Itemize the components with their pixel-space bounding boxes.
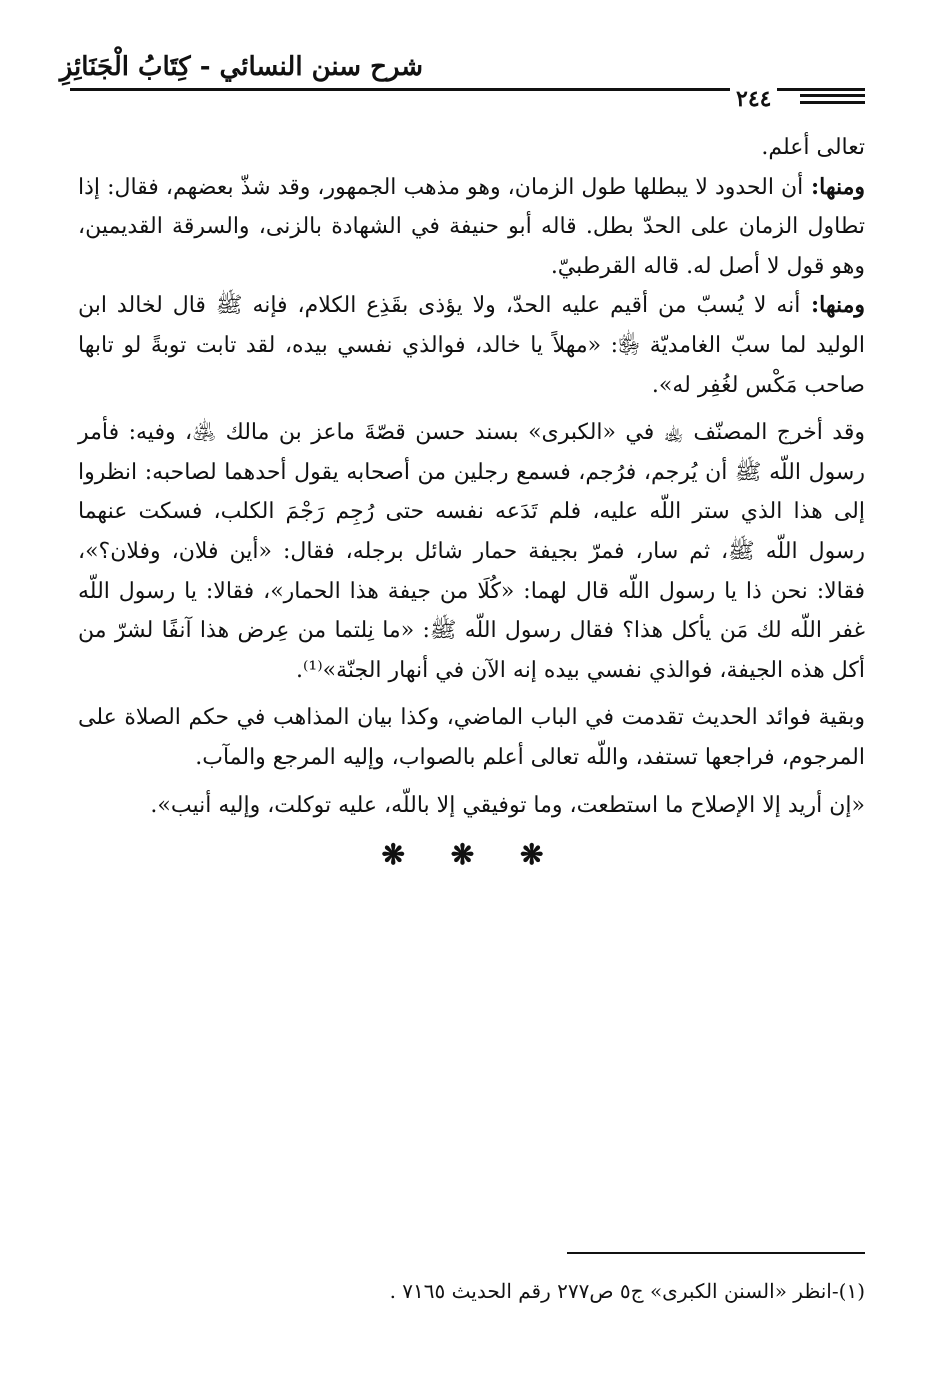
paragraph-text: وبقية فوائد الحديث تقدمت في الباب الماضي، وكذا بيان المذاهب في حكم الصلاة على المرجوم، فراجعها تستفد، واللّه تعالى أعلم بالصواب، وإليه المرجع والمآب. <box>78 705 865 770</box>
page-number-rule-top <box>800 94 865 97</box>
paragraph-text: أن الحدود لا يبطلها طول الزمان، وهو مذهب الجمهور، وقد شذّ بعضهم، فقال: إذا تطاول الزمان على الحدّ بطل. قاله أبو حنيفة في الشهادة بالزنى، والسرقة القديمين، وهو قول لا أصل له. قاله القرطبيّ. <box>78 174 865 279</box>
paragraph-opening <box>78 128 865 168</box>
running-header-title: شرح سنن النسائي - كِتَابُ الْجَنَائِزِ <box>59 52 423 82</box>
paragraph-maiz-story <box>78 413 865 690</box>
footnote: (١)-انظر «السنن الكبرى» ج٥ ص٢٧٧ رقم الحديث ٧١٦٥ . <box>389 1279 865 1303</box>
paragraph-lead: ومنها: <box>803 173 866 200</box>
paragraph-benefit-no-insult <box>78 286 865 405</box>
paragraph-closing-verse <box>78 786 865 826</box>
section-separator: ❋ ❋ ❋ <box>381 838 562 872</box>
paragraph-text: وقد أخرج المصنّف ﵀ في «الكبرى» بسند حسن قصّةَ ماعز بن مالك ﵁، وفيه: فأمر رسول اللّه ﷺ أن يُرجم، فرُجم، فسمع رجلين من أصحابه يقول أحدهما لصاحبه: انظروا إلى هذا الذي ستر اللّه عليه، فلم تَدَعه نفسه حتى رُجِم رَجْمَ الكلب، فسكت عنهما رسول اللّه ﷺ، ثم سار، فمرّ بجيفة حمار شائل برجله، فقال: «أين فلان، وفلان؟»، فقالا: نحن ذا يا رسول اللّه قال لهما: «كُلَا من جيفة هذا الحمار»، فقالا: يا رسول اللّه غفر اللّه لك مَن يأكل هذا؟ فقال رسول اللّه ﷺ: «ما نِلتما من عِرض هذا آنفًا لشرّ من أكل هذه الجيفة، فوالذي نفسي بيده إنه الآن في أنهار الجنّة»⁽¹⁾. <box>78 420 865 683</box>
page-number: ٢٤٤ <box>730 86 777 112</box>
footnote-rule <box>567 1252 865 1254</box>
paragraph-benefit-limitation <box>78 168 865 287</box>
paragraph-text: أنه لا يُسبّ من أقيم عليه الحدّ، ولا يؤذى بقَذِع الكلام، فإنه ﷺ قال لخالد ابن الوليد لما سبّ الغامديّة ﵂: «مهلاً يا خالد، فوالذي نفسي بيده، لقد تابت توبةً لو تابها صاحب مَكْس لغُفِر له». <box>78 293 865 398</box>
paragraph-lead: ومنها: <box>800 292 866 319</box>
main-text <box>78 128 865 875</box>
paragraph-text: تعالى أعلم. <box>761 135 865 160</box>
page-number-rule-bottom <box>800 101 865 104</box>
paragraph-text: «إن أريد إلا الإصلاح ما استطعت، وما توفيقي إلا باللّه، عليه توكلت، وإليه أنيب». <box>150 792 865 818</box>
paragraph-remaining-benefits <box>78 698 865 777</box>
